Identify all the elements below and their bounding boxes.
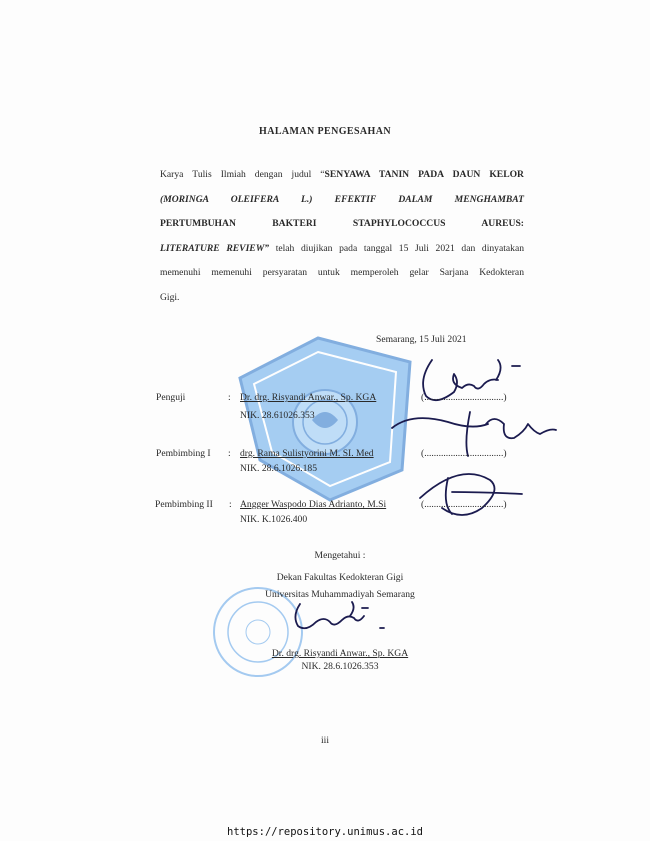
signatory-label: Pembimbing I [156,448,211,459]
approval-position: Dekan Fakultas Kedokteran Gigi [276,572,404,583]
approval-nik: NIK. 28.6.1026.353 [301,661,379,672]
approval-institution: Universitas Muhammadiyah Semarang [265,589,415,600]
signatory-nik: NIK. K.1026.400 [240,514,308,525]
signatory-name: Dr. drg. Risyandi Anwar., Sp. KGA [240,392,377,403]
place-date: Semarang, 15 Juli 2021 [376,334,467,345]
paragraph-line-6: Gigi. [160,291,180,303]
signature-dots: (.................................) [421,392,507,403]
signatory-label: Pembimbing II [155,499,213,510]
page-title: HALAMAN PENGESAHAN [259,126,391,137]
repository-url[interactable]: https://repository.unimus.ac.id [227,826,423,838]
signature-dots: (.................................) [421,448,507,459]
signatory-name: drg. Rama Sulistyorini M. SI. Med [240,448,374,459]
signatory-nik: NIK. 28.6.1026.185 [240,463,318,474]
signatory-nik: NIK. 28.61026.353 [240,410,315,421]
approval-paragraph [160,163,524,310]
signature-dots: (.................................) [421,499,507,510]
approval-name: Dr. drg. Risyandi Anwar., Sp. KGA [271,648,409,659]
signature-dekan [295,602,384,628]
paragraph-line-1: Karya Tulis Ilmiah dengan judul “SENYAWA TANIN PADA DAUN KELOR [160,169,524,180]
signatory-name: Angger Waspodo Dias Adrianto, M.Si [240,499,387,510]
signatory-colon: : [229,499,232,510]
approval-heading: Mengetahui : [314,550,366,561]
signatory-colon: : [228,392,231,403]
page-number: iii [321,735,329,746]
paragraph-line-5: memenuhi memenuhi persyaratan untuk memperoleh gelar Sarjana Kedokteran [160,267,524,278]
paragraph-line-2: (MORINGA OLEIFERA L.) EFEKTIF DALAM MENGHAMBAT [160,193,524,205]
signatory-colon: : [228,448,231,459]
paragraph-line-4: LITERATURE REVIEW” telah diujikan pada tanggal 15 Juli 2021 dan dinyatakan [160,242,524,254]
paragraph-line-3: PERTUMBUHAN BAKTERI STAPHYLOCOCCUS AUREUS: [160,218,524,229]
signatory-label: Penguji [156,392,186,403]
